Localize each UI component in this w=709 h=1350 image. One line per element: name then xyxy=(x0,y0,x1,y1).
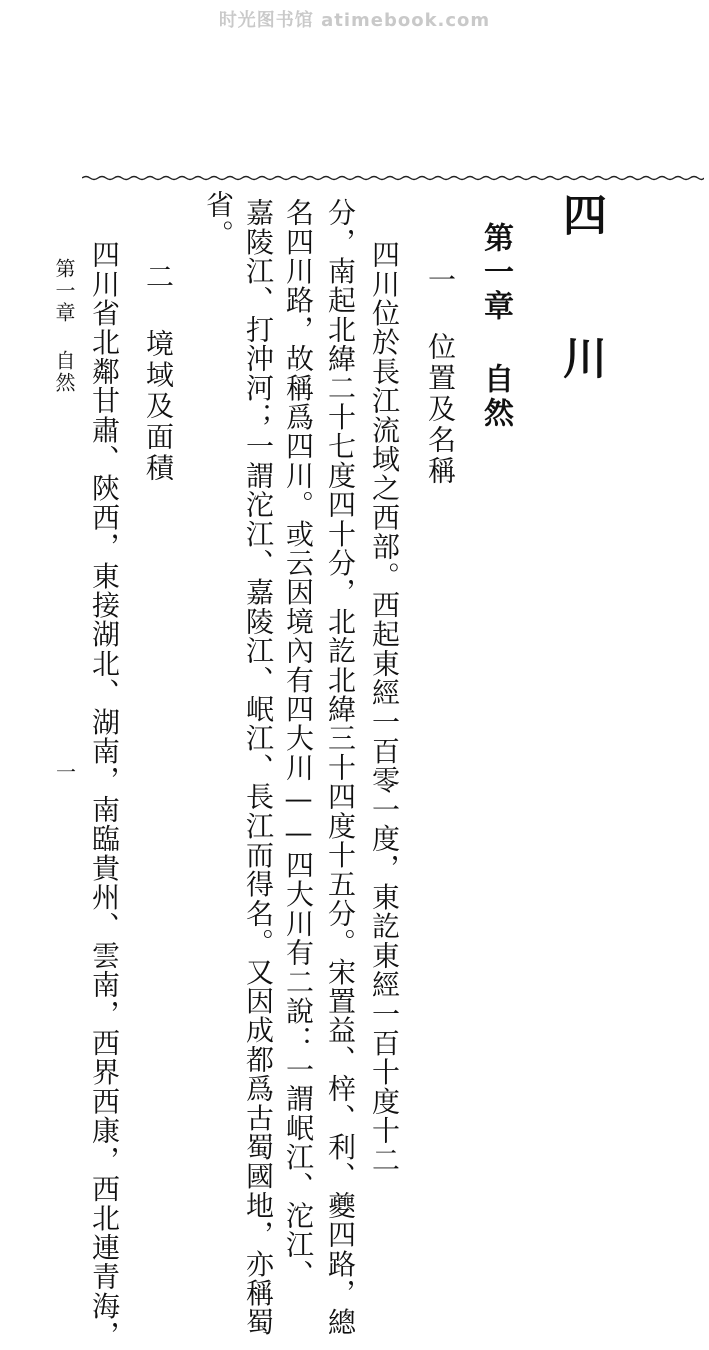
top-wavy-rule xyxy=(82,175,704,181)
running-head: 第一章 自然 xyxy=(52,258,76,394)
watermark: 时光图书馆 atimebook.com xyxy=(218,10,491,31)
para2-line-1: 四川省北鄰甘肅、陝西，東接湖北、湖南，南臨貴州、雲南，西界西康，西北連青海， xyxy=(88,240,121,1350)
para1-line-5: 省。 xyxy=(202,190,235,249)
para1-line-3: 名四川路，故稱爲四川。或云因境內有四大川——四大川有二說：一謂岷江、沱江、 xyxy=(282,198,315,1289)
para1-line-1: 四川位於長江流域之西部。西起東經一百零一度，東訖東經一百十度十二 xyxy=(368,240,401,1175)
para1-line-4: 嘉陵江、打沖河；一謂沱江、嘉陵江、岷江、長江而得名。又因成都爲古蜀國地，亦稱蜀 xyxy=(242,198,275,1337)
page-title: 四 川 xyxy=(555,192,606,403)
para1-line-2: 分，南起北緯二十七度四十分，北訖北緯三十四度十五分。宋置益、梓、利、夔四路，總 xyxy=(324,198,357,1337)
page-number: 一 xyxy=(56,760,76,784)
chapter-heading: 第一章 自然 xyxy=(478,222,513,431)
section-heading-2: 二 境域及面積 xyxy=(142,262,175,484)
section-heading-1: 一 位置及名稱 xyxy=(424,265,457,487)
